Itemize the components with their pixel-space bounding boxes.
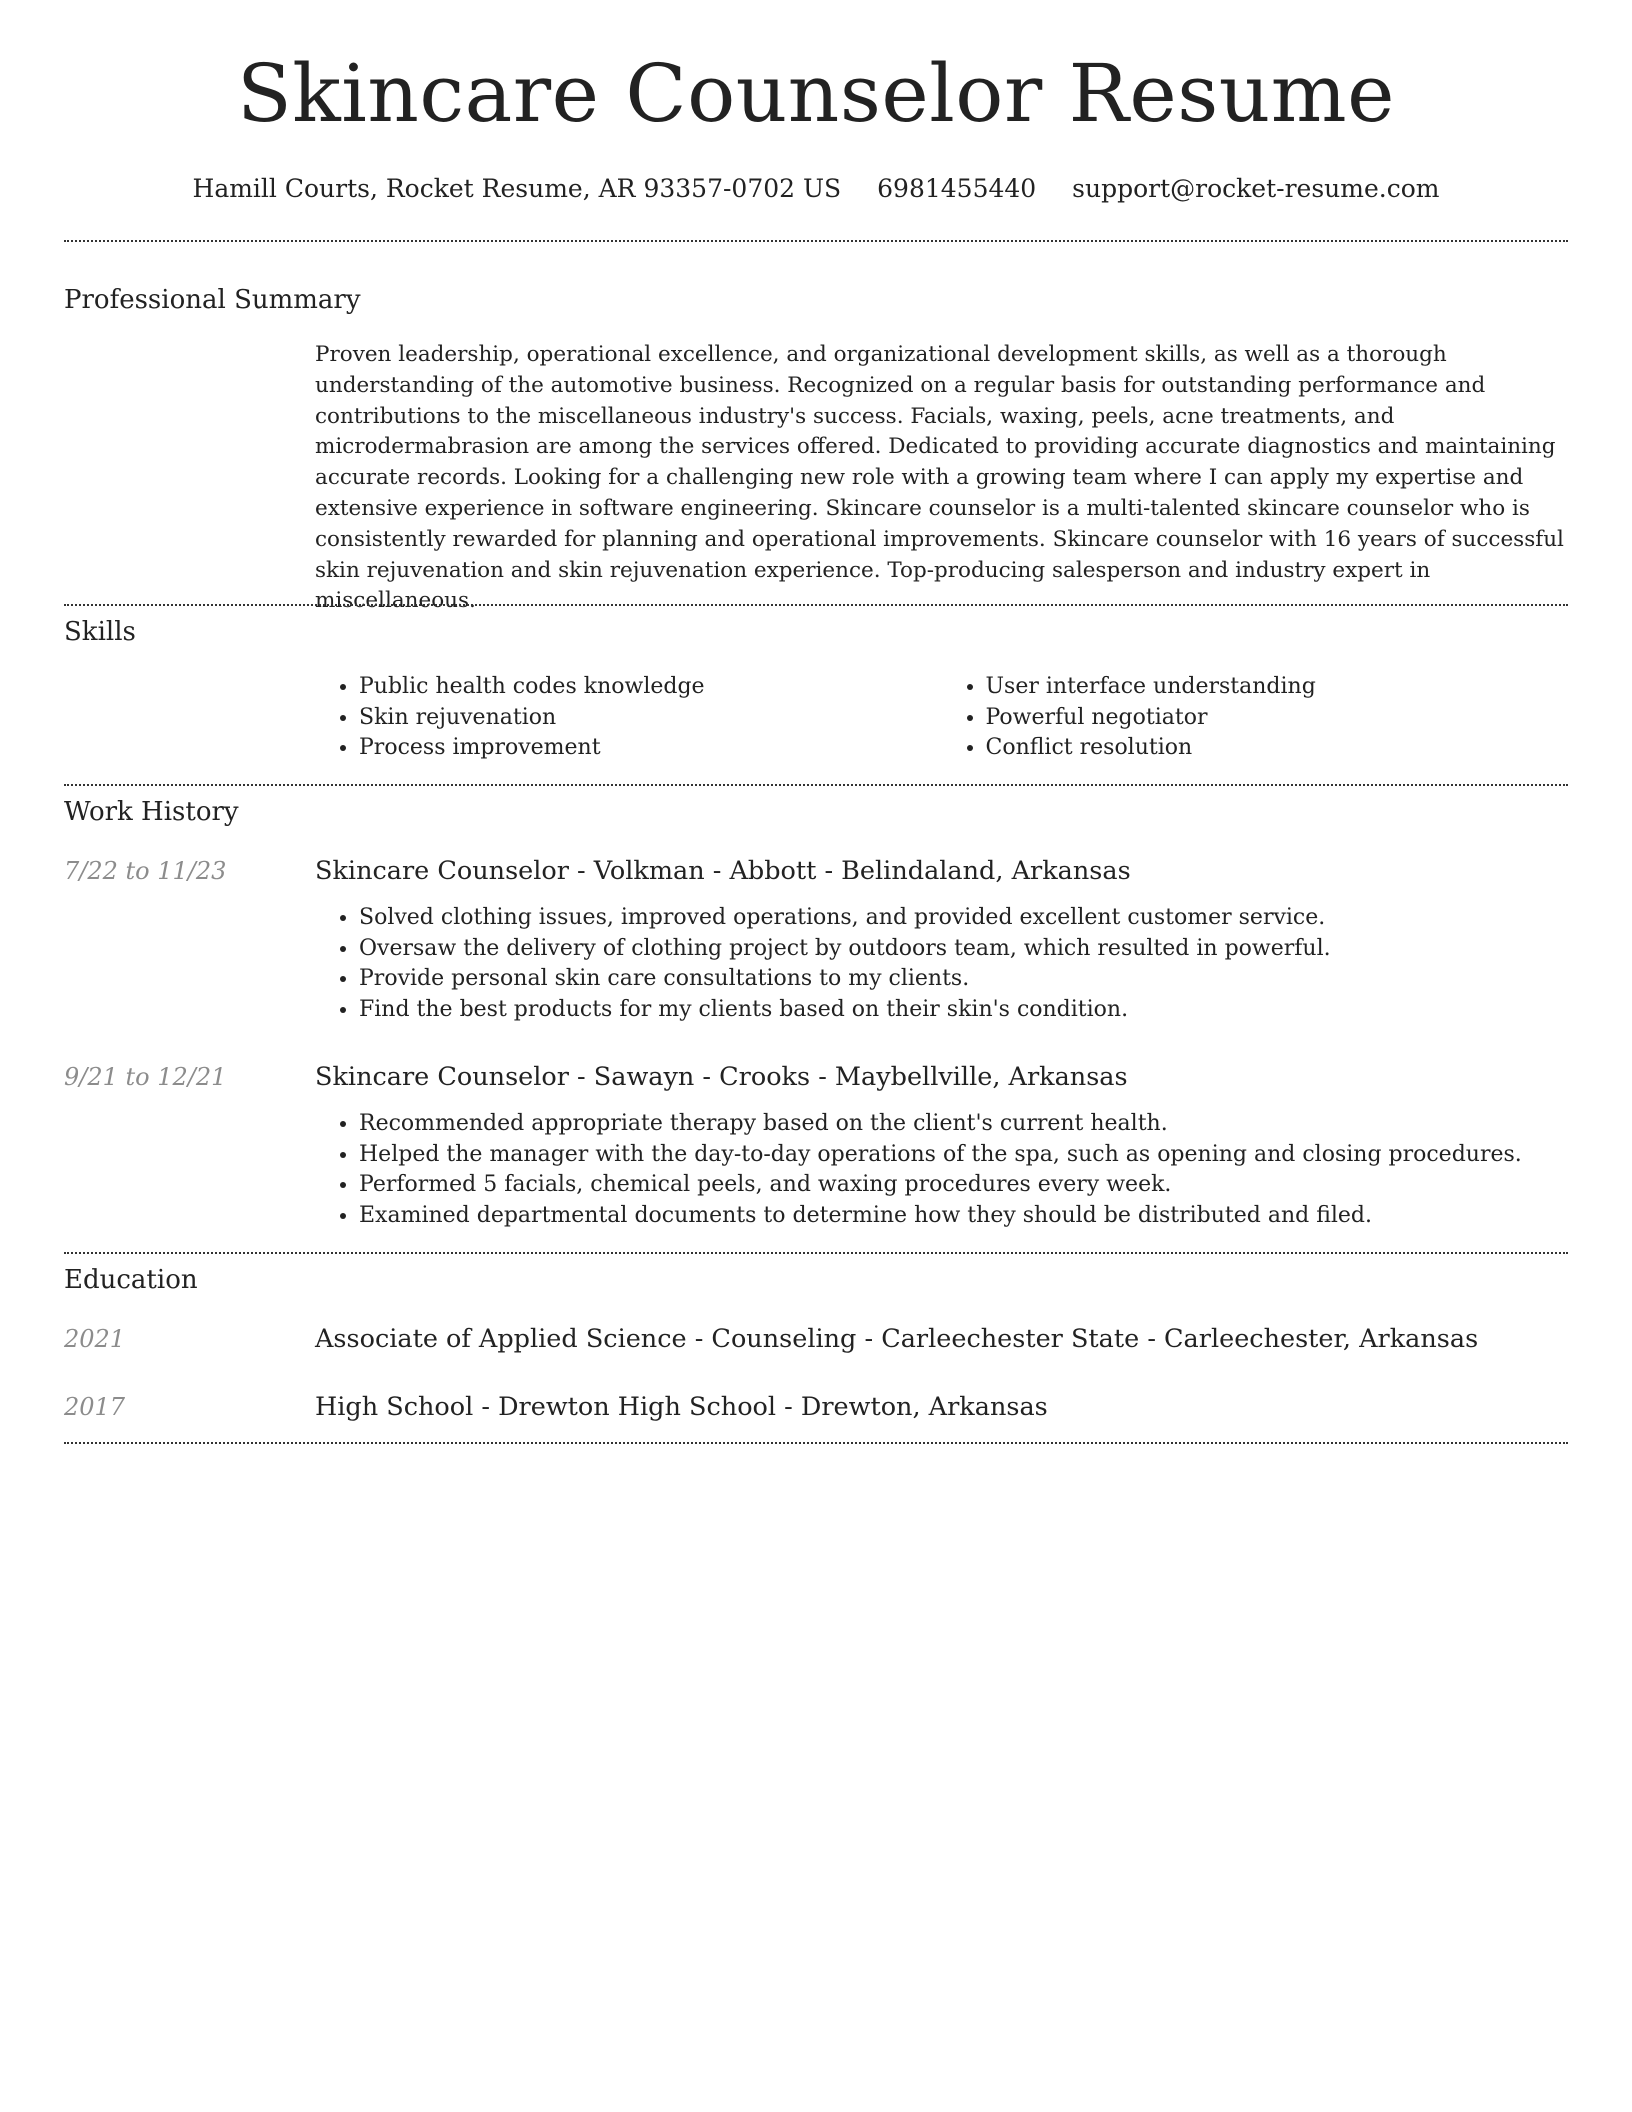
list-item: • Performed 5 facials, chemical peels, and waxing procedures every week. xyxy=(359,1170,1568,1201)
job-dates: 9/21 to 12/21 xyxy=(64,1063,227,1091)
section-heading-work: Work History xyxy=(64,797,239,827)
contact-line xyxy=(64,172,1568,206)
job-title: Skincare Counselor - Sawayn - Crooks - Maybellville, Arkansas xyxy=(315,1062,1128,1092)
divider xyxy=(64,240,1568,242)
list-item: • User interface understanding xyxy=(986,672,1569,703)
job-entry xyxy=(315,855,1568,1025)
job-dates: 7/22 to 11/23 xyxy=(64,857,227,885)
education-entry xyxy=(315,1323,1568,1355)
summary-text: Proven leadership, operational excellence, and organizational development skills, as well as a thorough understanding of the automotive business. Recognized on a regular basis for outstanding performance and contributions to the miscellaneous industry's success. Facials, waxing, peels, acne treatments, and microdermabrasion are among the services offered. Dedicated to providing accurate diagnostics and maintaining accurate records. Looking for a challenging new role with a growing team where I can apply my expertise and extensive experience in software engineering. Skincare counselor is a multi-talented skincare counselor who is consistently rewarded for planning and operational improvements. Skincare counselor with 16 years of successful skin rejuvenation and skin rejuvenation experience. Top-producing salesperson and industry expert in miscellaneous. xyxy=(315,342,1564,614)
section-heading-summary: Professional Summary xyxy=(64,285,361,315)
job-entry xyxy=(315,1061,1568,1231)
contact-address: Hamill Courts, Rocket Resume, AR 93357-0702 US xyxy=(192,174,842,203)
section-heading-education: Education xyxy=(64,1265,198,1295)
skills-list-right xyxy=(942,672,1569,764)
list-item: • Solved clothing issues, improved operations, and provided excellent customer service. xyxy=(359,903,1568,934)
list-item: • Conflict resolution xyxy=(986,733,1569,764)
divider xyxy=(64,784,1568,786)
contact-email: support@rocket-resume.com xyxy=(1072,174,1440,203)
list-item: • Process improvement xyxy=(359,733,942,764)
divider xyxy=(64,604,1568,606)
job-bullets xyxy=(315,1109,1568,1231)
summary-block xyxy=(315,340,1568,617)
list-item: • Provide personal skin care consultations to my clients. xyxy=(359,964,1568,995)
education-text: High School - Drewton High School - Drewton, Arkansas xyxy=(315,1392,1048,1422)
list-item: • Examined departmental documents to determine how they should be distributed and filed. xyxy=(359,1201,1568,1232)
divider xyxy=(64,1442,1568,1444)
education-entry xyxy=(315,1391,1568,1423)
divider xyxy=(64,1252,1568,1254)
list-item: • Skin rejuvenation xyxy=(359,703,942,734)
resume-title: Skincare Counselor Resume xyxy=(236,47,1395,140)
education-year: 2017 xyxy=(64,1393,126,1421)
education-text: Associate of Applied Science - Counseling - Carleechester State - Carleechester, Arkansas xyxy=(315,1324,1479,1354)
list-item: • Recommended appropriate therapy based on the client's current health. xyxy=(359,1109,1568,1140)
skills-block xyxy=(315,672,1568,764)
education-year: 2021 xyxy=(64,1325,126,1353)
section-heading-skills: Skills xyxy=(64,617,136,647)
contact-phone: 6981455440 xyxy=(877,174,1037,203)
job-title: Skincare Counselor - Volkman - Abbott - Belindaland, Arkansas xyxy=(315,856,1131,886)
skills-list-left xyxy=(315,672,942,764)
list-item: • Public health codes knowledge xyxy=(359,672,942,703)
list-item: • Oversaw the delivery of clothing project by outdoors team, which resulted in powerful. xyxy=(359,934,1568,965)
list-item: • Helped the manager with the day-to-day operations of the spa, such as opening and closing procedures. xyxy=(359,1140,1568,1171)
list-item: • Powerful negotiator xyxy=(986,703,1569,734)
list-item: • Find the best products for my clients based on their skin's condition. xyxy=(359,995,1568,1026)
job-bullets xyxy=(315,903,1568,1025)
